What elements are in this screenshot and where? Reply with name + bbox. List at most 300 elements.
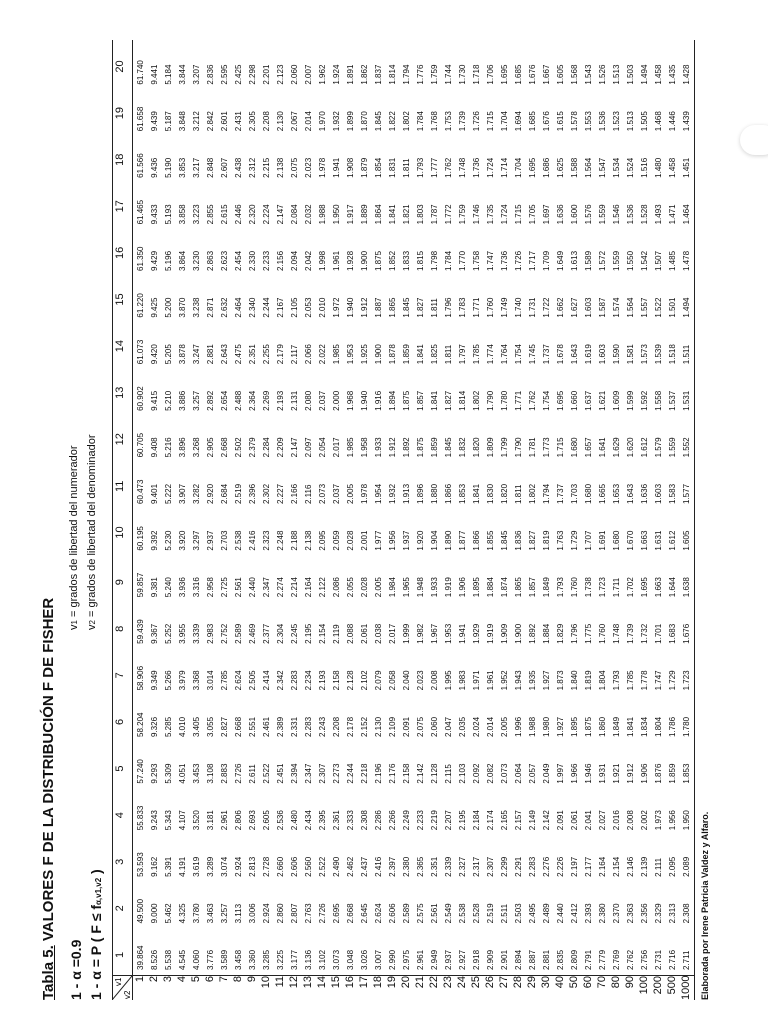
table-cell: 2.005 — [374, 577, 383, 598]
table-cell: 2.894 — [514, 949, 523, 970]
table-cell: 3.257 — [192, 390, 201, 411]
table-cell: 2.091 — [556, 810, 565, 831]
table-cell: 1.552 — [682, 437, 691, 458]
table-cell: 2.519 — [486, 903, 495, 924]
table-cell: 2.023 — [304, 157, 313, 178]
table-cell: 2.785 — [220, 670, 229, 691]
table-top-rule — [112, 40, 113, 1000]
table-cell: 1.819 — [584, 670, 593, 691]
table-cell: 1.464 — [682, 204, 691, 225]
table-cell: 1.853 — [458, 483, 467, 504]
table-cell: 1.735 — [486, 204, 495, 225]
table-cell: 1.773 — [542, 437, 551, 458]
table-cell: 1.676 — [528, 64, 537, 85]
table-cell: 1.811 — [444, 344, 453, 365]
table-cell: 2.195 — [304, 623, 313, 644]
table-cell: 3.853 — [178, 157, 187, 178]
table-cell: 1.877 — [458, 530, 467, 551]
table-cell: 1.931 — [598, 763, 607, 784]
table-cell: 2.022 — [318, 344, 327, 365]
table-cell: 2.905 — [206, 437, 215, 458]
nu1-symbol: v — [68, 624, 80, 630]
table-cell: 1.890 — [444, 530, 453, 551]
row-label: 50 — [568, 976, 580, 989]
table-cell: 1.927 — [556, 716, 565, 737]
table-cell: 1.680 — [612, 530, 621, 551]
table-cell: 2.595 — [220, 64, 229, 85]
table-cell: 2.073 — [500, 763, 509, 784]
table-cell: 1.927 — [542, 670, 551, 691]
table-cell: 3.247 — [192, 344, 201, 365]
table-cell: 2.184 — [472, 810, 481, 831]
table-cell: 9.367 — [150, 623, 159, 644]
table-cell: 1.827 — [444, 390, 453, 411]
table-cell: 1.468 — [654, 111, 663, 132]
table-cell: 1.862 — [360, 64, 369, 85]
table-cell: 1.909 — [500, 623, 509, 644]
table-cell: 1.740 — [514, 297, 523, 318]
table-cell: 2.756 — [640, 949, 649, 970]
table-cell: 1.653 — [612, 483, 621, 504]
table-cell: 1.667 — [542, 64, 551, 85]
table-cell: 1.557 — [640, 297, 649, 318]
table-cell: 2.892 — [206, 390, 215, 411]
table-cell: 2.094 — [290, 250, 299, 271]
table-cell: 1.961 — [486, 670, 495, 691]
table-cell: 5.205 — [164, 344, 173, 365]
table-cell: 1.528 — [640, 204, 649, 225]
table-cell: 2.037 — [318, 390, 327, 411]
table-cell: 1.760 — [598, 623, 607, 644]
table-cell: 2.086 — [332, 577, 341, 598]
table-cell: 9.436 — [150, 157, 159, 178]
column-header: 20 — [114, 60, 126, 73]
table-cell: 1.543 — [584, 64, 593, 85]
table-cell: 1.912 — [388, 437, 397, 458]
table-cell: 2.119 — [332, 624, 341, 644]
row-label: 3 — [162, 976, 174, 983]
column-header: 11 — [114, 480, 126, 492]
column-header: 6 — [114, 718, 126, 725]
table-cell: 2.855 — [206, 204, 215, 225]
table-cell: 2.244 — [346, 763, 355, 784]
table-cell: 1.704 — [514, 157, 523, 178]
table-cell: 2.632 — [220, 297, 229, 318]
table-cell: 2.131 — [290, 390, 299, 411]
table-cell: 2.060 — [290, 64, 299, 85]
table-cell: 58.204 — [136, 712, 145, 737]
table-cell: 1.568 — [570, 64, 579, 85]
table-cell: 2.273 — [332, 763, 341, 784]
table-cell: 3.007 — [374, 949, 383, 970]
table-cell: 9.243 — [150, 810, 159, 831]
table-cell: 1.507 — [654, 250, 663, 271]
table-cell: 2.040 — [402, 670, 411, 691]
table-cell: 1.906 — [458, 577, 467, 598]
table-cell: 5.200 — [164, 297, 173, 318]
table-cell: 1.840 — [570, 670, 579, 691]
table-cell: 3.257 — [220, 903, 229, 924]
table-cell: 2.379 — [248, 437, 257, 458]
table-cell: 1.841 — [430, 390, 439, 411]
column-header: 19 — [114, 106, 126, 120]
table-cell: 1.941 — [458, 623, 467, 644]
table-cell: 2.643 — [220, 344, 229, 365]
table-cell: 1.534 — [612, 157, 621, 178]
table-cell: 2.130 — [374, 716, 383, 737]
table-cell: 1.896 — [416, 483, 425, 504]
table-cell: 1.865 — [388, 297, 397, 318]
table-cell: 2.128 — [430, 763, 439, 784]
table-cell: 1.493 — [654, 204, 663, 225]
table-cell: 3.230 — [192, 250, 201, 271]
table-cell: 1.531 — [682, 390, 691, 411]
table-cell: 5.538 — [164, 949, 173, 970]
table-cell: 2.361 — [332, 810, 341, 831]
table-cell: 2.166 — [290, 483, 299, 504]
row-label: 23 — [442, 976, 454, 989]
table-cell: 2.283 — [290, 670, 299, 691]
table-cell: 3.405 — [192, 716, 201, 737]
table-cell: 5.187 — [164, 111, 173, 132]
table-cell: 2.333 — [346, 810, 355, 831]
table-cell: 1.709 — [542, 250, 551, 271]
table-cell: 1.853 — [682, 763, 691, 784]
table-cell: 2.082 — [486, 763, 495, 784]
table-cell: 1.814 — [388, 64, 397, 85]
table-cell: 1.870 — [360, 111, 369, 132]
table-cell: 2.601 — [220, 111, 229, 132]
table-cell: 2.123 — [276, 64, 285, 85]
row-label: 5 — [190, 976, 202, 983]
table-cell: 2.064 — [514, 763, 523, 784]
table-cell: 2.949 — [430, 949, 439, 970]
table-cell: 1.620 — [626, 437, 635, 458]
table-cell: 61.220 — [136, 293, 145, 318]
table-cell: 3.207 — [192, 64, 201, 85]
table-cell: 1.660 — [570, 390, 579, 411]
table-cell: 1.588 — [570, 157, 579, 178]
table-cell: 2.511 — [500, 903, 509, 924]
column-header: 16 — [114, 246, 126, 259]
table-cell: 1.749 — [500, 297, 509, 318]
table-cell: 2.177 — [584, 856, 593, 877]
table-cell: 1.912 — [360, 297, 369, 318]
table-cell: 9.420 — [150, 344, 159, 365]
table-cell: 1.745 — [528, 344, 537, 365]
table-cell: 1.966 — [570, 763, 579, 784]
table-cell: 2.075 — [290, 157, 299, 178]
table-cell: 2.695 — [332, 903, 341, 924]
table-cell: 1.636 — [640, 483, 649, 504]
row-label: 21 — [414, 976, 426, 989]
table-cell: 1.615 — [556, 111, 565, 132]
table-cell: 1.778 — [640, 670, 649, 691]
row-label: 60 — [582, 976, 594, 989]
table-cell: 1.878 — [388, 344, 397, 365]
table-cell: 1.428 — [682, 64, 691, 85]
table-cell: 1.717 — [528, 250, 537, 271]
table-cell: 1.625 — [556, 157, 565, 178]
numerator-definition — [68, 445, 80, 630]
table-cell: 2.312 — [248, 157, 257, 178]
table-cell: 1.638 — [682, 577, 691, 598]
table-cell: 1.929 — [472, 623, 481, 644]
table-cell: 2.017 — [388, 623, 397, 644]
table-cell: 2.147 — [276, 204, 285, 225]
table-cell: 2.462 — [346, 856, 355, 877]
table-cell: 1.793 — [612, 670, 621, 691]
table-cell: 2.269 — [262, 390, 271, 411]
table-cell: 9.349 — [150, 670, 159, 691]
table-cell: 1.876 — [654, 763, 663, 784]
table-cell: 1.589 — [584, 250, 593, 271]
table-cell: 1.600 — [570, 204, 579, 225]
table-cell: 2.244 — [262, 297, 271, 318]
table-cell: 1.644 — [668, 577, 677, 598]
table-cell: 1.536 — [598, 111, 607, 132]
table-cell: 1.695 — [556, 390, 565, 411]
table-cell: 2.728 — [262, 856, 271, 877]
table-cell: 2.339 — [444, 856, 453, 877]
table-cell: 1.726 — [514, 250, 523, 271]
table-cell: 1.678 — [556, 344, 565, 365]
table-cell: 9.408 — [150, 437, 159, 458]
table-cell: 2.575 — [416, 903, 425, 924]
table-cell: 1.798 — [430, 250, 439, 271]
table-cell: 2.990 — [388, 949, 397, 970]
table-cell: 2.340 — [248, 297, 257, 318]
table-cell: 1.895 — [570, 716, 579, 737]
table-cell: 1.665 — [598, 483, 607, 504]
table-cell: 2.654 — [220, 390, 229, 411]
table-cell: 2.860 — [276, 903, 285, 924]
table-cell: 1.680 — [570, 437, 579, 458]
table-cell: 1.513 — [612, 64, 621, 85]
table-cell: 1.820 — [472, 437, 481, 458]
table-cell: 2.961 — [416, 949, 425, 970]
table-cell: 2.763 — [304, 903, 313, 924]
row-label: 20 — [400, 976, 412, 989]
table-cell: 3.589 — [220, 949, 229, 970]
table-cell: 1.900 — [514, 623, 523, 644]
table-cell: 2.283 — [528, 856, 537, 877]
table-cell: 1.759 — [458, 204, 467, 225]
column-header: 5 — [114, 765, 126, 772]
table-cell: 2.291 — [514, 856, 523, 877]
table-cell: 3.936 — [178, 577, 187, 598]
table-cell: 1.695 — [500, 64, 509, 85]
table-cell: 1.736 — [500, 250, 509, 271]
table-cell: 2.827 — [220, 716, 229, 737]
table-cell: 61.350 — [136, 246, 145, 271]
table-cell: 2.813 — [248, 856, 257, 877]
table-cell: 2.080 — [304, 390, 313, 411]
table-cell: 1.988 — [528, 716, 537, 737]
table-cell: 1.643 — [570, 344, 579, 365]
table-cell: 2.014 — [304, 111, 313, 132]
table-cell: 2.089 — [682, 856, 691, 877]
table-cell: 4.191 — [178, 856, 187, 877]
table-cell: 2.061 — [570, 810, 579, 831]
row-label: 90 — [624, 976, 636, 989]
row-label: 13 — [302, 976, 314, 989]
table-cell: 1.854 — [374, 157, 383, 178]
table-cell: 5.343 — [164, 810, 173, 831]
table-cell: 2.842 — [206, 111, 215, 132]
table-cell: 2.791 — [584, 949, 593, 970]
table-cell: 2.307 — [318, 763, 327, 784]
table-cell: 1.875 — [374, 250, 383, 271]
table-cell: 1.794 — [542, 483, 551, 504]
table-cell: 1.953 — [346, 344, 355, 365]
table-cell: 2.115 — [444, 764, 453, 784]
table-cell: 60.902 — [136, 386, 145, 411]
table-cell: 1.573 — [640, 344, 649, 365]
table-cell: 5.184 — [164, 64, 173, 85]
table-cell: 1.739 — [626, 623, 635, 644]
table-cell: 1.753 — [444, 111, 453, 132]
table-cell: 1.446 — [668, 111, 677, 132]
table-cell: 2.008 — [626, 810, 635, 831]
table-cell: 1.860 — [598, 716, 607, 737]
table-cell: 2.128 — [346, 670, 355, 691]
table-cell: 1.814 — [458, 390, 467, 411]
table-cell: 3.776 — [206, 949, 215, 970]
table-cell: 2.298 — [248, 64, 257, 85]
table-cell: 2.307 — [486, 856, 495, 877]
table-cell: 1.783 — [458, 297, 467, 318]
table-cell: 1.754 — [542, 390, 551, 411]
table-cell: 2.042 — [304, 250, 313, 271]
nu2-symbol: v — [86, 624, 98, 630]
table-cell: 2.164 — [598, 856, 607, 877]
table-cell: 2.130 — [276, 111, 285, 132]
table-cell: 1.768 — [430, 111, 439, 132]
table-cell: 61.566 — [136, 153, 145, 178]
table-cell: 1.723 — [598, 577, 607, 598]
table-cell: 1.663 — [654, 577, 663, 598]
table-cell: 5.285 — [164, 716, 173, 737]
table-cell: 1.559 — [612, 250, 621, 271]
table-cell: 55.833 — [136, 805, 145, 831]
table-cell: 1.603 — [584, 297, 593, 318]
table-cell: 1.940 — [346, 297, 355, 318]
table-cell: 1.977 — [374, 530, 383, 551]
table-cell: 1.764 — [500, 344, 509, 365]
table-cell: 1.859 — [402, 344, 411, 365]
table-cell: 1.935 — [528, 670, 537, 691]
table-cell: 2.091 — [402, 716, 411, 737]
row-label: 1000 — [680, 975, 692, 1000]
row-label: 10 — [260, 976, 272, 989]
table-cell: 1.984 — [388, 577, 397, 598]
table-cell: 3.896 — [178, 437, 187, 458]
table-cell: 2.041 — [584, 810, 593, 831]
table-cell: 2.233 — [262, 250, 271, 271]
side-scroll-handle[interactable] — [740, 125, 768, 155]
table-cell: 2.668 — [234, 716, 243, 737]
table-cell: 2.038 — [374, 623, 383, 644]
table-cell: 2.983 — [206, 623, 215, 644]
table-cell: 2.440 — [248, 577, 257, 598]
table-cell: 2.075 — [416, 716, 425, 737]
table-cell: 1.613 — [570, 250, 579, 271]
table-cell: 2.561 — [430, 903, 439, 924]
table-cell: 2.060 — [430, 716, 439, 737]
table-cell: 8.526 — [150, 949, 159, 970]
table-cell: 2.396 — [248, 483, 257, 504]
table-cell: 1.845 — [444, 437, 453, 458]
row-label: 18 — [372, 976, 384, 989]
table-cell: 9.293 — [150, 763, 159, 784]
table-cell: 2.327 — [458, 856, 467, 877]
table-cell: 2.308 — [682, 903, 691, 924]
table-cell: 1.705 — [528, 204, 537, 225]
table-cell: 1.999 — [402, 623, 411, 644]
table-cell: 1.971 — [472, 670, 481, 691]
table-cell: 3.108 — [206, 763, 215, 784]
table-cell: 1.558 — [654, 390, 663, 411]
table-cell: 1.471 — [668, 204, 677, 225]
table-cell: 2.000 — [332, 390, 341, 411]
column-header: 7 — [114, 672, 126, 679]
table-cell: 2.054 — [318, 437, 327, 458]
table-cell: 1.933 — [430, 577, 439, 598]
table-cell: 2.243 — [318, 716, 327, 737]
table-cell: 5.190 — [164, 157, 173, 178]
table-cell: 1.978 — [318, 157, 327, 178]
row-label: 26 — [484, 976, 496, 989]
table-cell: 1.932 — [332, 111, 341, 132]
table-cell: 1.874 — [500, 577, 509, 598]
table-cell: 2.067 — [290, 111, 299, 132]
corner-diagonal — [112, 976, 132, 1000]
table-cell: 1.587 — [598, 297, 607, 318]
table-cell: 2.111 — [654, 857, 663, 877]
corner-nu1: v1 — [114, 977, 123, 986]
table-cell: 2.347 — [262, 577, 271, 598]
table-cell: 2.693 — [248, 810, 257, 831]
table-cell: 2.924 — [262, 903, 271, 924]
table-cell: 5.193 — [164, 204, 173, 225]
table-cell: 2.152 — [360, 716, 369, 737]
rotated-page — [40, 40, 720, 1000]
table-cell: 1.822 — [388, 111, 397, 132]
table-cell: 1.663 — [640, 530, 649, 551]
table-cell: 1.900 — [360, 250, 369, 271]
table-cell: 1.830 — [486, 483, 495, 504]
table-cell: 2.174 — [486, 810, 495, 831]
table-cell: 5.216 — [164, 437, 173, 458]
table-cell: 2.059 — [332, 530, 341, 551]
table-cell: 2.351 — [248, 344, 257, 365]
table-cell: 1.925 — [360, 344, 369, 365]
table-cell: 2.489 — [542, 903, 551, 924]
table-cell: 1.780 — [682, 716, 691, 737]
table-cell: 1.972 — [332, 297, 341, 318]
table-cell: 61.658 — [136, 106, 145, 132]
table-cell: 1.748 — [458, 157, 467, 178]
column-header: 9 — [114, 579, 126, 586]
table-cell: 3.006 — [248, 903, 257, 924]
table-title-number: Tabla 5. — [40, 945, 57, 1000]
table-cell: 2.330 — [248, 250, 257, 271]
table-cell: 1.524 — [626, 157, 635, 178]
table-cell: 2.881 — [206, 344, 215, 365]
table-cell: 2.475 — [234, 344, 243, 365]
table-cell: 1.900 — [374, 344, 383, 365]
